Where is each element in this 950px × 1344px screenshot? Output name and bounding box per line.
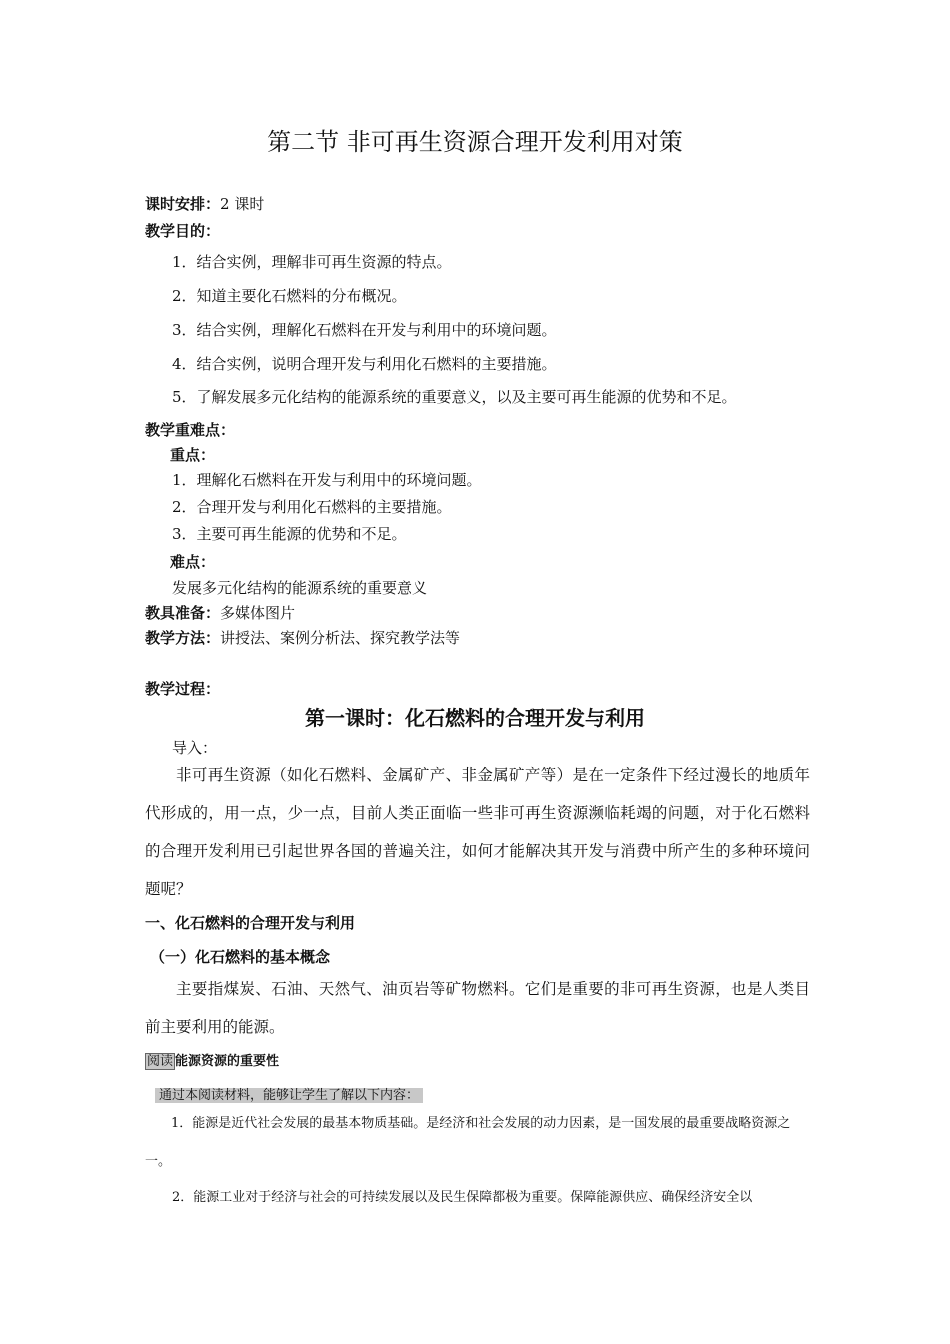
objective-item-5: 5．了解发展多元化结构的能源系统的重要意义，以及主要可再生能源的优势和不足。 (172, 388, 737, 406)
intro-label: 导入： (172, 739, 218, 757)
reading-tag: 阅读 (147, 1054, 174, 1069)
key-points-label: 教学重难点： (145, 421, 236, 439)
focus-label: 重点： (170, 446, 216, 464)
methods-value: 讲授法、案例分析法、探究教学法等 (220, 629, 461, 647)
section1-heading: 一、化石燃料的合理开发与利用 (145, 914, 356, 932)
lesson-title: 第一课时：化石燃料的合理开发与利用 (305, 706, 645, 730)
objectives-label: 教学目的： (145, 222, 221, 240)
concept-paragraph: 主要指煤炭、石油、天然气、油页岩等矿物燃料。它们是重要的非可再生资源，也是人类目前主要利用的能源。 (145, 980, 810, 1036)
reading-item-2: 2．能源工业对于经济与社会的可持续发展以及民生保障都极为重要。保障能源供应、确保经济安全以 (172, 1190, 753, 1205)
methods-row (145, 627, 460, 648)
focus-item-1: 1．理解化石燃料在开发与利用中的环境问题。 (172, 471, 482, 489)
methods-label: 教学方法： (145, 629, 221, 647)
reading-summary: 通过本阅读材料，能够让学生了解以下内容： (155, 1088, 423, 1103)
schedule-value: 2 课时 (220, 195, 265, 213)
focus-item-3: 3．主要可再生能源的优势和不足。 (172, 525, 407, 543)
process-label: 教学过程： (145, 680, 221, 698)
tools-value: 多媒体图片 (220, 604, 296, 622)
tools-row (145, 602, 295, 623)
page-title: 第二节 非可再生资源合理开发利用对策 (267, 128, 683, 156)
reading-heading (145, 1050, 279, 1069)
intro-paragraph: 非可再生资源（如化石燃料、金属矿产、非金属矿产等）是在一定条件下经过漫长的地质年代形成的，用一点，少一点，目前人类正面临一些非可再生资源濒临耗竭的问题，对于化石燃料的合理开发利用已引起世界各国的普遍关注，如何才能解决其开发与消费中所产生的多种环境问题呢？ (145, 766, 810, 898)
difficulty-text: 发展多元化结构的能源系统的重要意义 (172, 579, 428, 597)
schedule-row (145, 193, 264, 214)
reading-item-1: 1．能源是近代社会发展的最基本物质基础。是经济和社会发展的动力因素，是一国发展的最重要战略资源之一。 (145, 1116, 791, 1169)
objective-item-2: 2．知道主要化石燃料的分布概况。 (172, 287, 407, 305)
subsection1-heading: （一）化石燃料的基本概念 (150, 948, 331, 966)
difficulty-label: 难点： (170, 553, 216, 571)
objective-item-3: 3．结合实例，理解化石燃料在开发与利用中的环境问题。 (172, 321, 557, 339)
objective-item-4: 4．结合实例，说明合理开发与利用化石燃料的主要措施。 (172, 355, 557, 373)
schedule-label: 课时安排： (145, 195, 221, 213)
focus-item-2: 2．合理开发与利用化石燃料的主要措施。 (172, 498, 452, 516)
reading-title: 能源资源的重要性 (175, 1054, 280, 1069)
objective-item-1: 1．结合实例，理解非可再生资源的特点。 (172, 253, 452, 271)
reading-summary-row (155, 1084, 423, 1103)
tools-label: 教具准备： (145, 604, 221, 622)
